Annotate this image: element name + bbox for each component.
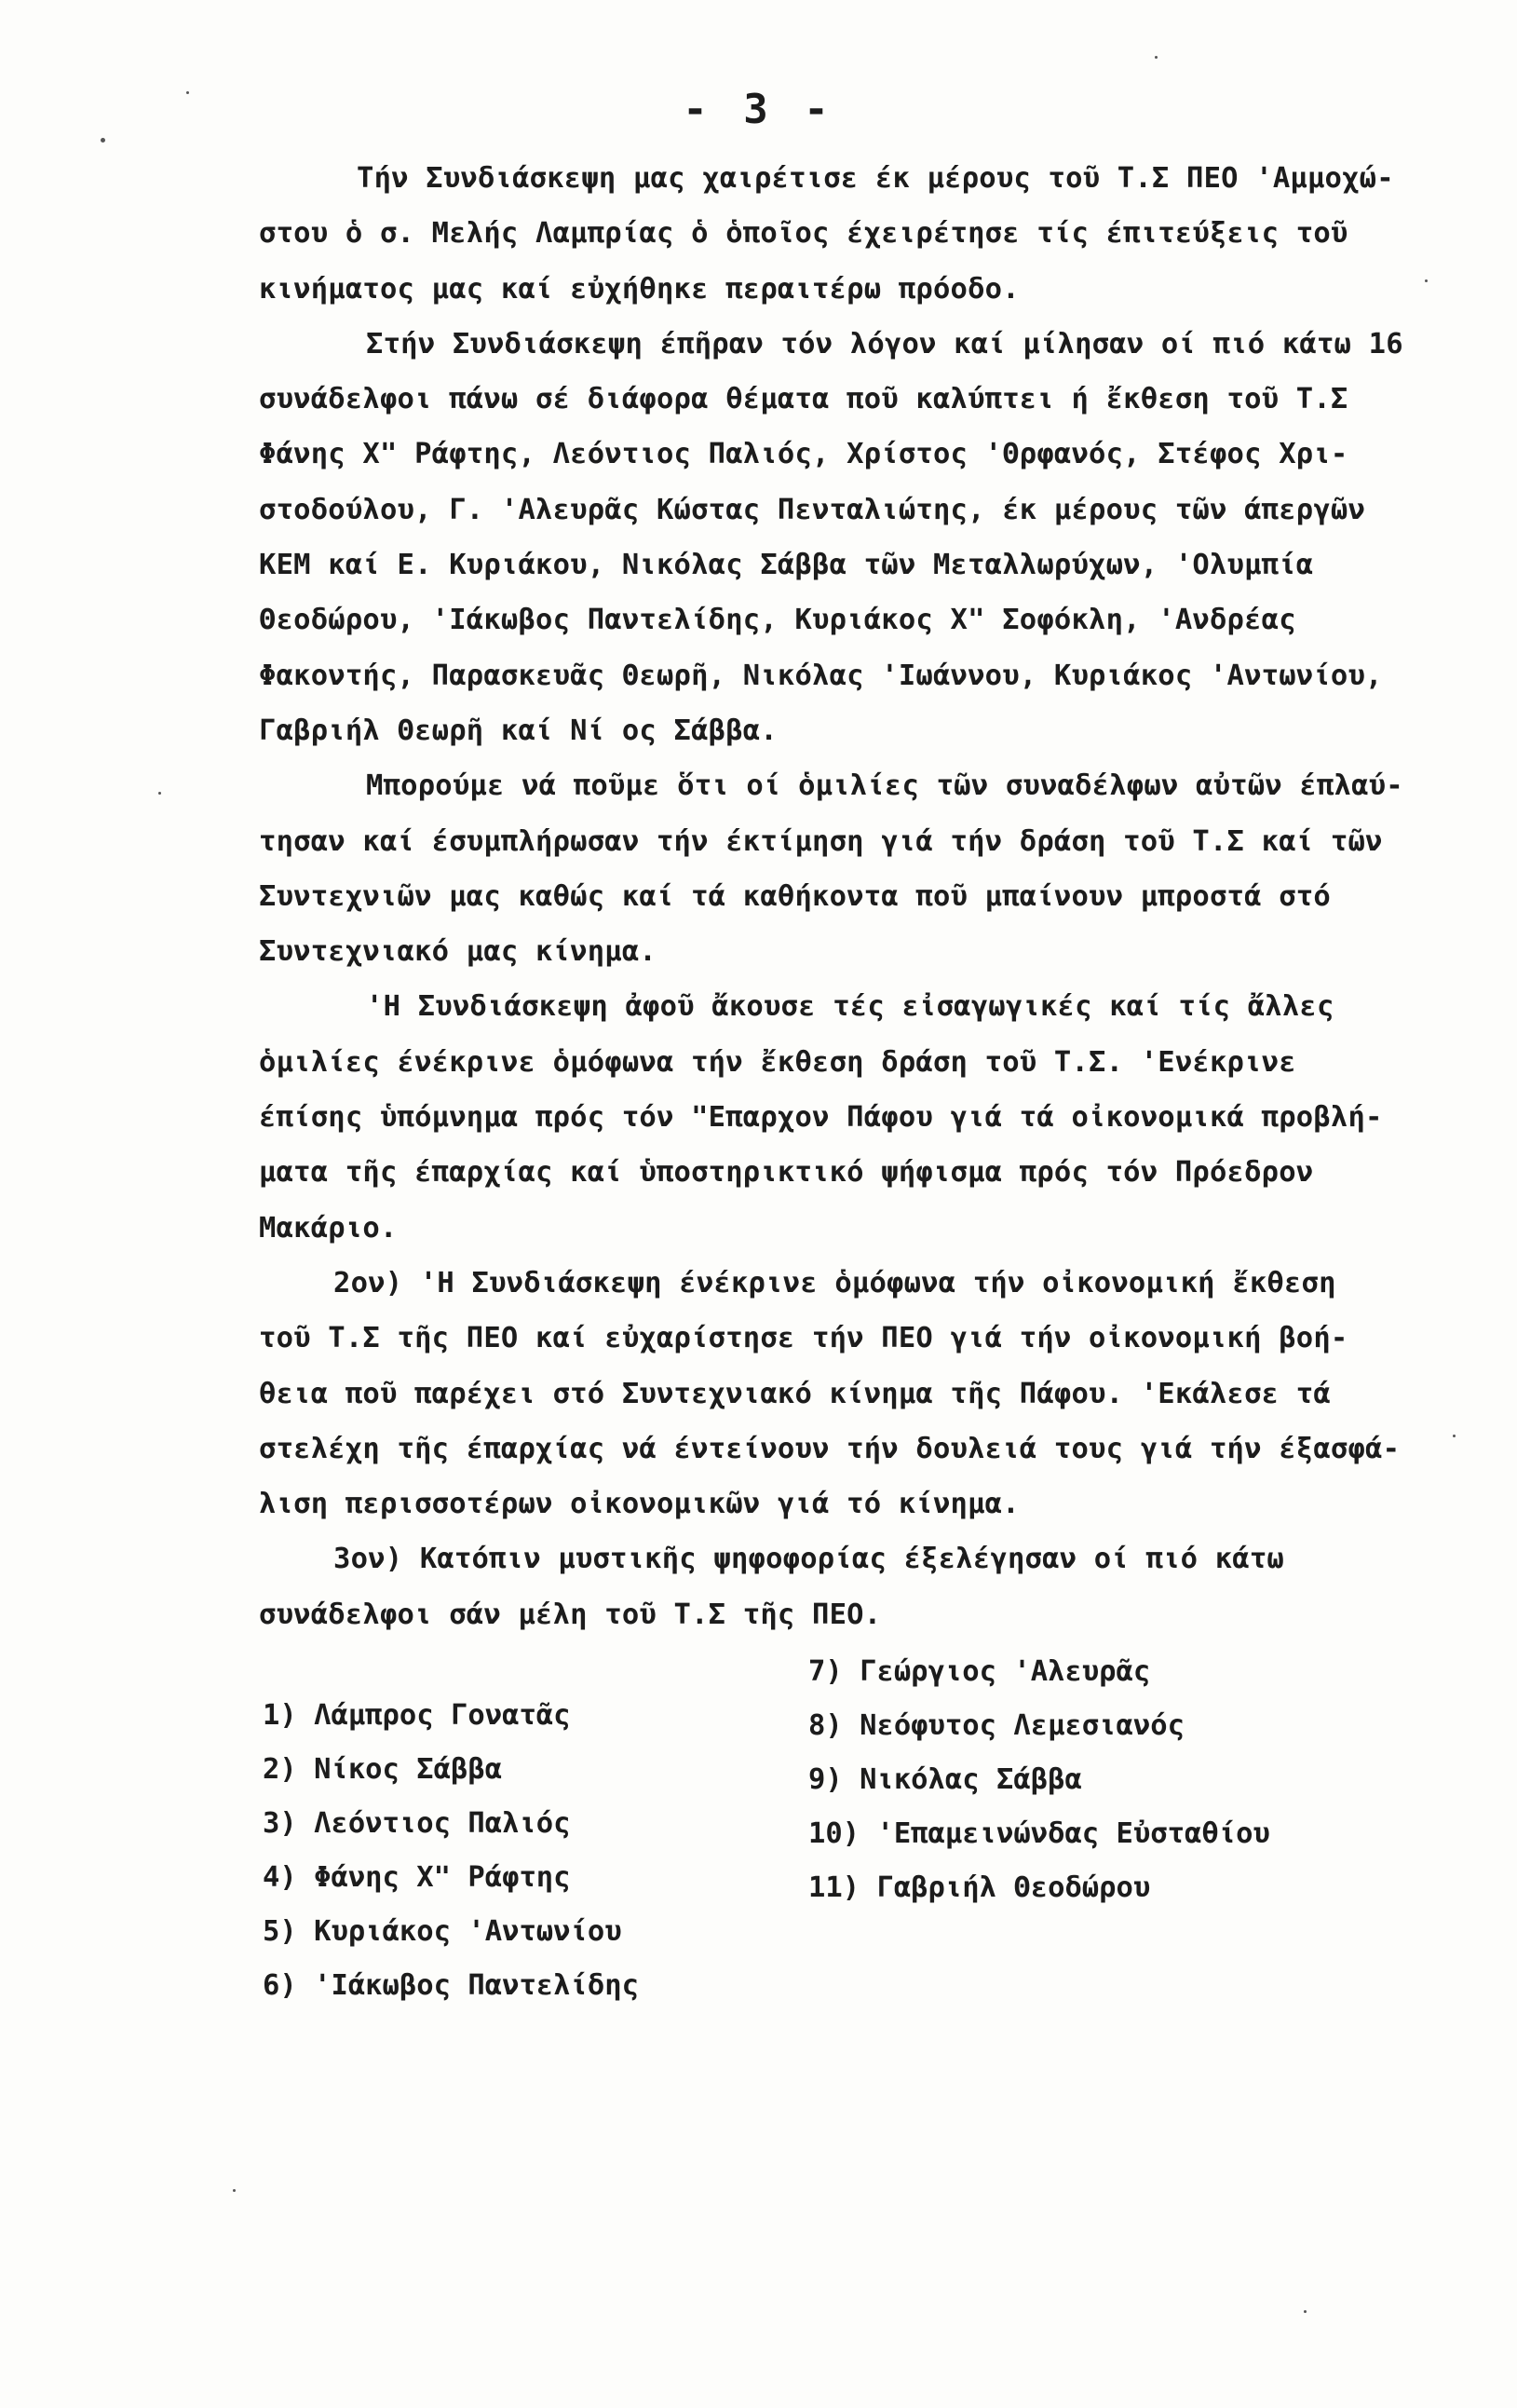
scan-speck	[101, 138, 105, 143]
scan-speck	[158, 792, 161, 795]
text-line: Μακάριο.	[259, 1211, 398, 1245]
member-item: 4) Φάνης Χ" Ράφτης	[263, 1861, 571, 1894]
text-line: Συντεχνιακό μας κίνημα.	[259, 935, 657, 969]
scan-speck	[1304, 2310, 1307, 2313]
member-item: 8) Νεόφυτος Λεμεσιανός	[808, 1709, 1185, 1742]
member-item: 7) Γεώργιος 'Αλευρᾶς	[808, 1655, 1151, 1688]
text-line: 2ον) 'Η Συνδιάσκεψη ένέκρινε ὁμόφωνα τήν οἰκονομική ἔκθεση	[333, 1266, 1336, 1299]
text-line: στοδούλου, Γ. 'Αλευρᾶς Κώστας Πενταλιώτης, έκ μέρους τῶν άπεργῶν	[259, 493, 1366, 526]
text-line: Συντεχνιῶν μας καθώς καί τά καθήκοντα ποῦ μπαίνουν μπροστά στό	[259, 879, 1331, 913]
text-line: Φακοντής, Παρασκευᾶς Θεωρῆ, Νικόλας 'Ιωάννου, Κυριάκος 'Αντωνίου,	[259, 659, 1383, 692]
text-line: Φάνης Χ" Ράφτης, Λεόντιος Παλιός, Χρίστος 'Θρφανός, Στέφος Χρι-	[259, 438, 1348, 471]
text-line: κινήματος μας καί εὐχήθηκε περαιτέρω πρόοδο.	[259, 272, 1020, 306]
member-item: 10) 'Επαμεινώνδας Εὐσταθίου	[808, 1817, 1270, 1850]
page-number: - 3 -	[683, 86, 834, 133]
text-line: ματα τῆς έπαρχίας καί ὑποστηρικτικό ψήφισμα πρός τόν Πρόεδρον	[259, 1156, 1314, 1190]
text-line: στελέχη τῆς έπαρχίας νά έντείνουν τήν δουλειά τους γιά τήν έξασφά-	[259, 1432, 1401, 1465]
text-line: 'Η Συνδιάσκεψη ἀφοῦ ἄκουσε τές εἰσαγωγικές καί τίς ἄλλες	[366, 990, 1334, 1024]
member-item: 1) Λάμπρος Γονατᾶς	[263, 1699, 571, 1732]
text-line: Μπορούμε νά ποῦμε ὅτι οί ὁμιλίες τῶν συναδέλφων αὐτῶν έπλαύ-	[366, 769, 1403, 803]
text-line: τοῦ Τ.Σ τῆς ΠΕΟ καί εὐχαρίστησε τήν ΠΕΟ γιά τήν οἰκονομική βοή-	[259, 1322, 1348, 1355]
scan-speck	[1155, 56, 1158, 59]
text-line: τησαν καί έσυμπλήρωσαν τήν έκτίμηση γιά τήν δράση τοῦ Τ.Σ καί τῶν	[259, 824, 1383, 858]
scan-speck	[1425, 279, 1428, 282]
text-line: 3ον) Κατόπιν μυστικῆς ψηφοφορίας έξελέγησαν οί πιό κάτω	[333, 1543, 1284, 1576]
text-line: Τήν Συνδιάσκεψη μας χαιρέτισε έκ μέρους τοῦ Τ.Σ ΠΕΟ 'Αμμοχώ-	[357, 162, 1394, 195]
text-line: θεια ποῦ παρέχει στό Συντεχνιακό κίνημα τῆς Πάφου. 'Εκάλεσε τά	[259, 1377, 1331, 1410]
text-line: ὁμιλίες ένέκρινε ὁμόφωνα τήν ἔκθεση δράση τοῦ Τ.Σ. 'Ενέκρινε	[259, 1045, 1296, 1079]
text-line: συνάδελφοι σάν μέλη τοῦ Τ.Σ τῆς ΠΕΟ.	[259, 1598, 882, 1631]
scan-speck	[186, 91, 189, 94]
member-item: 3) Λεόντιος Παλιός	[263, 1807, 571, 1840]
scan-speck	[233, 2189, 236, 2192]
member-item: 9) Νικόλας Σάββα	[808, 1763, 1082, 1796]
member-item: 2) Νίκος Σάββα	[263, 1753, 503, 1786]
text-line: λιση περισσοτέρων οἰκονομικῶν γιά τό κίνημα.	[259, 1488, 1020, 1521]
text-line: Γαβριήλ Θεωρῆ καί Νί ος Σάββα.	[259, 714, 778, 747]
text-line: Θεοδώρου, 'Ιάκωβος Παντελίδης, Κυριάκος Χ" Σοφόκλη, 'Ανδρέας	[259, 604, 1296, 637]
text-line: έπίσης ὑπόμνημα πρός τόν "Επαρχον Πάφου γιά τά οἰκονομικά προβλή-	[259, 1101, 1383, 1135]
text-line: Στήν Συνδιάσκεψη έπῆραν τόν λόγον καί μίλησαν οί πιό κάτω 16	[366, 327, 1403, 361]
member-item: 5) Κυριάκος 'Αντωνίου	[263, 1915, 622, 1948]
text-line: στου ὁ σ. Μελής Λαμπρίας ὁ ὁποῖος έχειρέτησε τίς έπιτεύξεις τοῦ	[259, 217, 1348, 251]
member-item: 6) 'Ιάκωβος Παντελίδης	[263, 1969, 639, 2002]
member-item: 11) Γαβριήλ Θεοδώρου	[808, 1871, 1151, 1904]
scan-speck	[1453, 1435, 1456, 1437]
text-line: ΚΕΜ καί Ε. Κυριάκου, Νικόλας Σάββα τῶν Μεταλλωρύχων, 'Ολυμπία	[259, 549, 1314, 582]
text-line: συνάδελφοι πάνω σέ διάφορα θέματα ποῦ καλύπτει ή ἔκθεση τοῦ Τ.Σ	[259, 383, 1348, 416]
